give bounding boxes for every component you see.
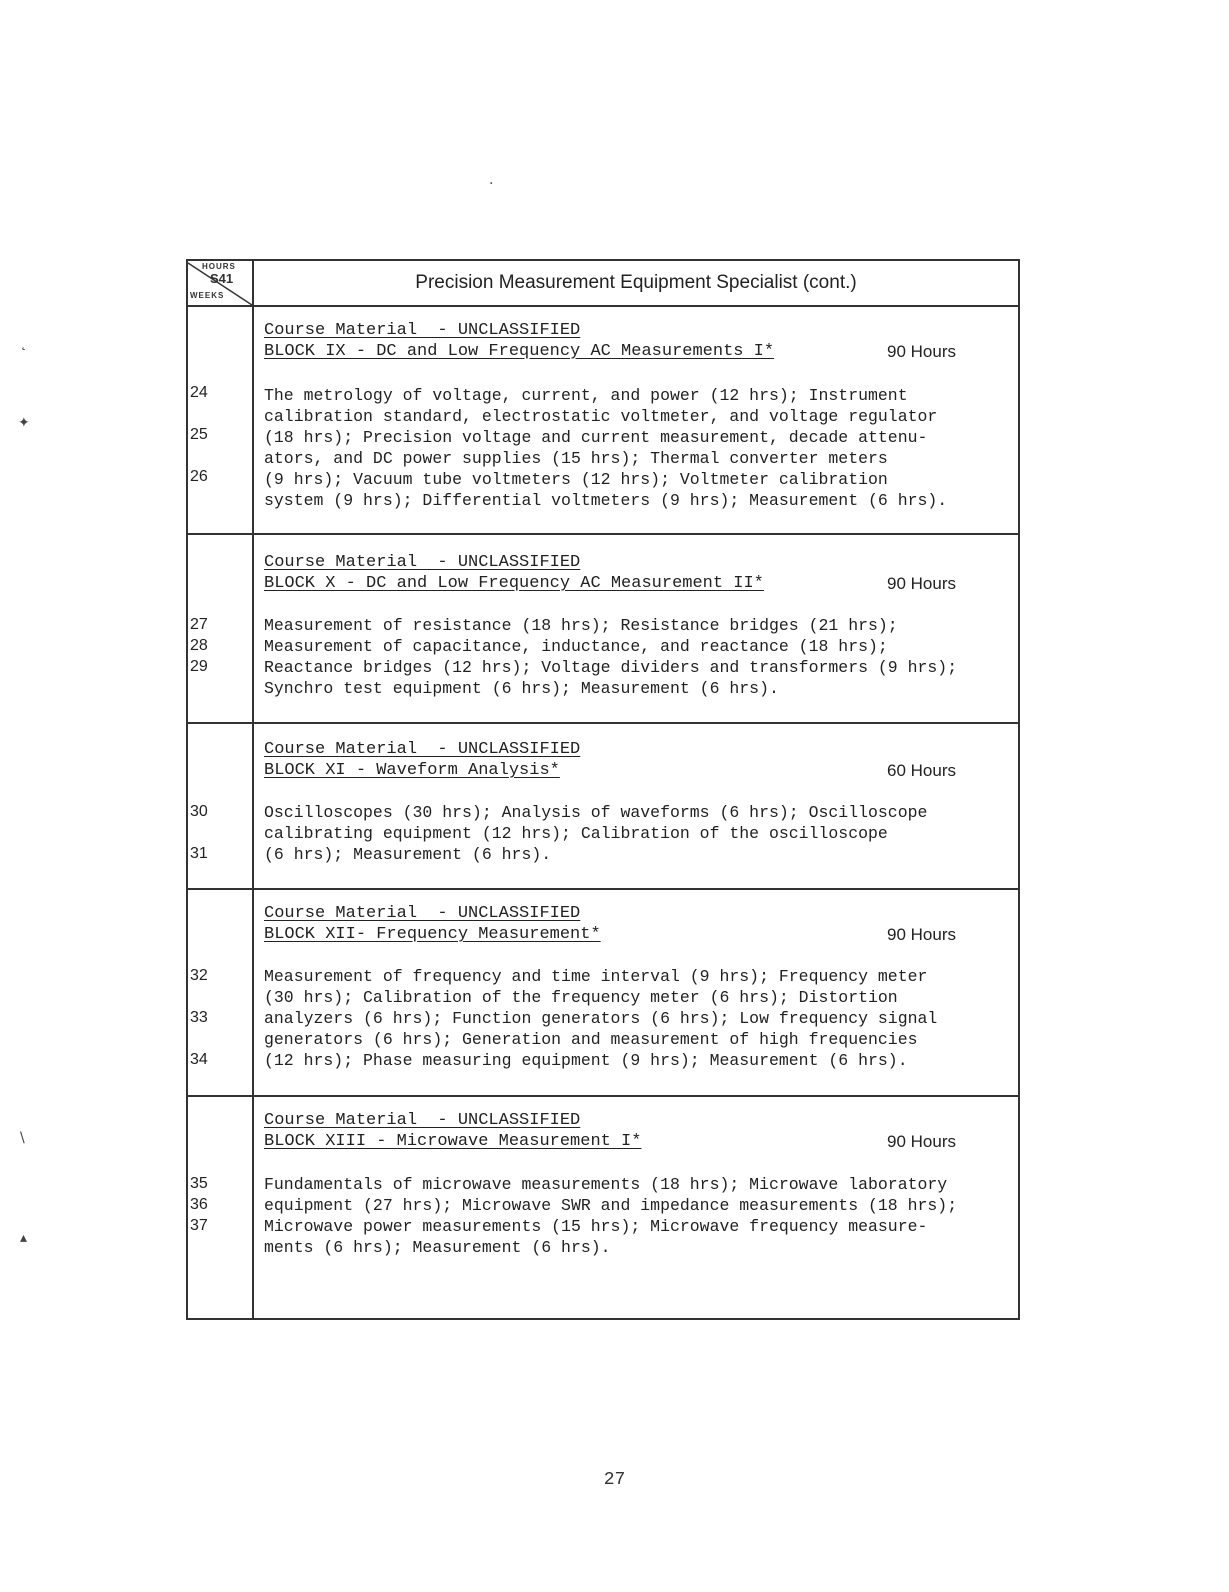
table-title: Precision Measurement Equipment Specialist (cont.) — [415, 272, 857, 293]
description-line: Microwave power measurements (15 hrs); Microwave frequency measure- — [264, 1217, 928, 1236]
section-divider — [188, 888, 1018, 890]
block-title: BLOCK XI - Waveform Analysis* — [264, 761, 560, 780]
header-divider — [188, 305, 1018, 307]
description-line: generators (6 hrs); Generation and measurement of high frequencies — [264, 1030, 918, 1049]
page-number: 27 — [603, 1470, 626, 1490]
margin-mark: ˛ — [20, 335, 27, 351]
hours-weeks-corner-cell — [188, 261, 252, 305]
description-line: (30 hrs); Calibration of the frequency meter (6 hrs); Distortion — [264, 988, 898, 1007]
description-line: (9 hrs); Vacuum tube voltmeters (12 hrs); Voltmeter calibration — [264, 470, 888, 489]
description-line: calibration standard, electrostatic voltmeter, and voltage regulator — [264, 407, 938, 426]
week-number: 31 — [190, 845, 208, 862]
block-title: BLOCK XII- Frequency Measurement* — [264, 925, 601, 944]
week-number: 30 — [190, 803, 208, 820]
section-divider — [188, 1095, 1018, 1097]
section-divider — [188, 533, 1018, 535]
week-number: 34 — [190, 1051, 208, 1068]
description-line: Measurement of resistance (18 hrs); Resistance bridges (21 hrs); — [264, 616, 898, 635]
description-line: ments (6 hrs); Measurement (6 hrs). — [264, 1238, 611, 1257]
column-divider — [252, 261, 254, 1318]
block-hours: 90 Hours — [887, 342, 956, 361]
week-number: 33 — [190, 1009, 208, 1026]
description-line: equipment (27 hrs); Microwave SWR and impedance measurements (18 hrs); — [264, 1196, 958, 1215]
margin-mark: ▴ — [20, 1230, 28, 1246]
block-title: BLOCK XIII - Microwave Measurement I* — [264, 1132, 642, 1151]
description-line: (6 hrs); Measurement (6 hrs). — [264, 845, 552, 864]
description-line: Fundamentals of microwave measurements (18 hrs); Microwave laboratory — [264, 1175, 948, 1194]
description-line: (18 hrs); Precision voltage and current measurement, decade attenu- — [264, 428, 928, 447]
description-line: Reactance bridges (12 hrs); Voltage dividers and transformers (9 hrs); — [264, 658, 958, 677]
week-number: 37 — [190, 1217, 208, 1234]
description-line: (12 hrs); Phase measuring equipment (9 hrs); Measurement (6 hrs). — [264, 1051, 908, 1070]
week-number: 32 — [190, 967, 208, 984]
week-number: 24 — [190, 384, 208, 401]
course-material-label: Course Material - UNCLASSIFIED — [264, 321, 581, 340]
week-number: 26 — [190, 468, 208, 485]
description-line: analyzers (6 hrs); Function generators (6 hrs); Low frequency signal — [264, 1009, 938, 1028]
course-material-label: Course Material - UNCLASSIFIED — [264, 553, 581, 572]
course-material-label: Course Material - UNCLASSIFIED — [264, 904, 581, 923]
week-number: 29 — [190, 658, 208, 675]
description-line: Synchro test equipment (6 hrs); Measurement (6 hrs). — [264, 679, 779, 698]
week-number: 36 — [190, 1196, 208, 1213]
section-divider — [188, 722, 1018, 724]
course-material-label: Course Material - UNCLASSIFIED — [264, 740, 581, 759]
corner-weeks-label: WEEKS — [190, 291, 225, 300]
week-number: 35 — [190, 1175, 208, 1192]
margin-mark: \ — [20, 1130, 25, 1146]
margin-mark: ✦ — [18, 415, 30, 431]
description-line: Measurement of frequency and time interval (9 hrs); Frequency meter — [264, 967, 928, 986]
block-hours: 60 Hours — [887, 761, 956, 780]
week-number: 27 — [190, 616, 208, 633]
block-hours: 90 Hours — [887, 1132, 956, 1151]
description-line: Measurement of capacitance, inductance, and reactance (18 hrs); — [264, 637, 888, 656]
course-table — [186, 259, 1020, 1320]
course-material-label: Course Material - UNCLASSIFIED — [264, 1111, 581, 1130]
corner-hours-label: HOURS — [202, 262, 236, 271]
block-hours: 90 Hours — [887, 925, 956, 944]
week-number: 28 — [190, 637, 208, 654]
description-line: ators, and DC power supplies (15 hrs); Thermal converter meters — [264, 449, 888, 468]
block-title: BLOCK X - DC and Low Frequency AC Measurement II* — [264, 574, 764, 593]
description-line: The metrology of voltage, current, and power (12 hrs); Instrument — [264, 386, 908, 405]
description-line: Oscilloscopes (30 hrs); Analysis of waveforms (6 hrs); Oscilloscope — [264, 803, 928, 822]
week-number: 25 — [190, 426, 208, 443]
speck-mark: · — [489, 176, 494, 192]
description-line: system (9 hrs); Differential voltmeters (9 hrs); Measurement (6 hrs). — [264, 491, 948, 510]
block-hours: 90 Hours — [887, 574, 956, 593]
description-line: calibrating equipment (12 hrs); Calibration of the oscilloscope — [264, 824, 888, 843]
block-title: BLOCK IX - DC and Low Frequency AC Measurements I* — [264, 342, 775, 361]
corner-code-label: S41 — [210, 271, 234, 286]
